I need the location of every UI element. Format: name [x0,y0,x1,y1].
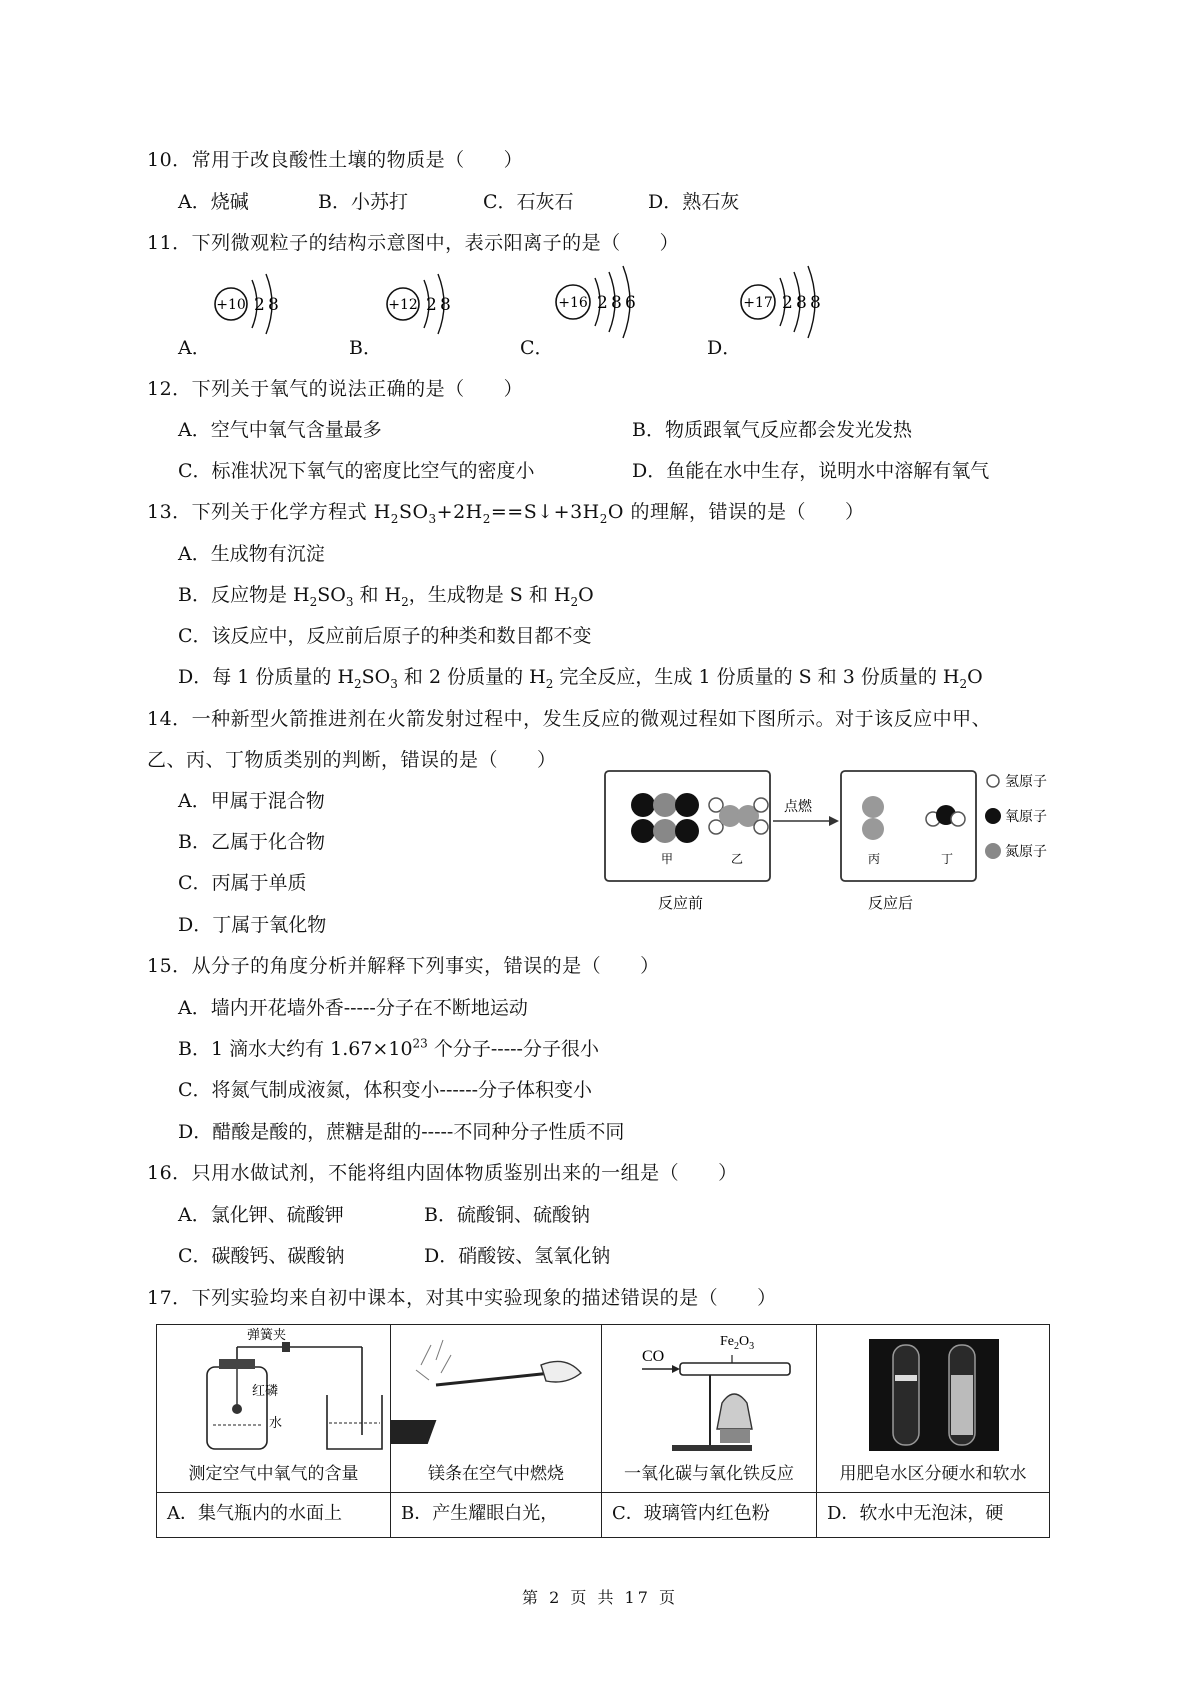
q17-stem: 17．下列实验均来自初中课本，对其中实验现象的描述错误的是（ ） [147,1287,777,1309]
exp-4-caption: 用肥皂水区分硬水和软水 [839,1464,1027,1484]
q17-option-a: A．集气瓶内的水面上 [157,1493,391,1538]
svg-text:6: 6 [625,293,636,313]
atom-diagram-d [738,264,838,340]
svg-text:2: 2 [782,293,793,313]
q13-option-d: D．每 1 份质量的 $H_2SO_3$ 和 2 份质量的 $H_2$ 完全反应，生成 1 份质量的 S 和 3 份质量的 $H_2O$ [178,666,983,691]
atom-diagram-a [212,268,292,340]
q15-option-d: D．醋酸是酸的，蔗糖是甜的-----不同种分子性质不同 [178,1121,625,1143]
bing-label: 丙 [868,852,881,866]
q16-option-a: A．氯化钾、硫酸钾 [178,1204,344,1226]
q10-option-b: B．小苏打 [318,191,408,213]
svg-text:2: 2 [254,295,265,315]
magnesium-burning-icon [391,1325,601,1455]
q12-option-a: A．空气中氧气含量最多 [178,419,382,441]
q11-option-c-label: C． [520,337,554,359]
q13-stem: 13．下列关于化学方程式 $H_2SO_3+2H_2==S↓+3H_2O$ 的理解，错误的是（ ） [147,501,865,526]
exp-cell-2 [391,1325,602,1493]
svg-text:8: 8 [268,295,279,315]
q17-option-c: C．玻璃管内红色粉 [602,1493,817,1538]
reaction-condition: 点燃 [784,798,812,814]
svg-text:CO: CO [642,1348,665,1365]
ding-molecule [926,805,965,826]
q13-option-b: B．反应物是 $H_2SO_3$ 和 $H_2$，生成物是 S 和 $H_2O$ [178,584,594,609]
exp-3-caption: 一氧化碳与氧化铁反应 [624,1464,794,1484]
atom-d-nucleus: +17 [743,295,773,311]
jia-label: 甲 [661,852,674,866]
q16-option-b: B．硫酸铜、硫酸钠 [424,1204,590,1226]
svg-text:2: 2 [426,295,437,315]
atom-diagram-c [553,264,653,340]
soap-water-test-tubes-icon [817,1325,1049,1455]
experiment-table [156,1324,1050,1538]
q13-option-a: A．生成物有沉淀 [178,543,325,565]
page-footer: 第 2 页 共 17 页 [522,1588,678,1607]
q12-stem: 12．下列关于氧气的说法正确的是（ ） [147,378,524,400]
q17-option-d: D．软水中无泡沫，硬 [817,1493,1050,1538]
ding-label: 丁 [941,852,954,866]
yi-label: 乙 [731,852,744,866]
co-iron-oxide-apparatus-icon [602,1325,816,1455]
nitrogen-legend-icon [985,843,1001,859]
q16-option-c: C．碳酸钙、碳酸钠 [178,1245,345,1267]
svg-text:8: 8 [611,293,622,313]
jia-molecule [631,793,699,843]
svg-text:8: 8 [796,293,807,313]
q16-option-d: D．硝酸铵、氢氧化钠 [424,1245,611,1267]
q17-option-b: B．产生耀眼白光， [391,1493,602,1538]
svg-text:2: 2 [597,293,608,313]
q14-option-a: A．甲属于混合物 [178,790,325,812]
q12-option-b: B．物质跟氧气反应都会发光发热 [632,419,912,441]
atom-diagram-b [384,268,464,340]
atom-b-nucleus: +12 [388,297,418,313]
q14-option-d: D．丁属于氧化物 [178,914,327,936]
atom-a-nucleus: +10 [216,297,246,313]
exp-2-caption: 镁条在空气中燃烧 [428,1464,564,1484]
exp-cell-1 [157,1325,391,1493]
legend-oxygen: 氧原子 [1005,808,1047,824]
q12-option-c: C．标准状况下氧气的密度比空气的密度小 [178,460,535,482]
exp-1-caption: 测定空气中氧气的含量 [188,1464,359,1484]
q16-stem: 16．只用水做试剂，不能将组内固体物质鉴别出来的一组是（ ） [147,1162,738,1184]
q14-stem-line1: 14．一种新型火箭推进剂在火箭发射过程中，发生反应的微观过程如下图所示。对于该反应中甲、 [147,708,992,730]
q15-option-b: B．1 滴水大约有 $1.67\times 10^{23}$ 个分子-----分子很小 [178,1036,599,1060]
hydrogen-legend-icon [987,775,999,787]
oxygen-legend-icon [985,808,1001,824]
q10-option-a: A．烧碱 [178,191,249,213]
atom-c-nucleus: +16 [558,295,588,311]
q15-stem: 15．从分子的角度分析并解释下列事实，错误的是（ ） [147,955,660,977]
svg-text:8: 8 [810,293,821,313]
q11-option-a-label: A． [178,337,211,359]
q15-option-a: A．墙内开花墙外香-----分子在不断地运动 [178,997,528,1019]
q15-option-c: C．将氮气制成液氮，体积变小------分子体积变小 [178,1079,593,1101]
q14-stem-line2: 乙、丙、丁物质类别的判断，错误的是（ ） [147,749,557,771]
reaction-micro-diagram [603,763,1063,913]
q11-option-d-label: D． [707,337,742,359]
q14-option-b: B．乙属于化合物 [178,831,325,853]
q10-option-d: D．熟石灰 [648,191,740,213]
svg-text:水: 水 [269,1415,283,1430]
q11-stem: 11．下列微观粒子的结构示意图中，表示阳离子的是（ ） [147,232,680,254]
exp-cell-3 [602,1325,817,1493]
fe2o3-label: $Fe_2O_3$ [720,1334,755,1352]
svg-text:红磷: 红磷 [252,1383,279,1398]
bing-molecule [862,796,884,840]
q12-option-d: D．鱼能在水中生存，说明水中溶解有氧气 [632,460,990,482]
q13-option-c: C．该反应中，反应前后原子的种类和数目都不变 [178,625,592,647]
legend-hydrogen: 氢原子 [1005,773,1047,789]
yi-molecule [709,798,768,834]
exp-cell-4 [817,1325,1050,1493]
q14-option-c: C．丙属于单质 [178,872,307,894]
q11-option-b-label: B． [349,337,382,359]
before-label: 反应前 [658,895,704,912]
q10-stem: 10．常用于改良酸性土壤的物质是（ ） [147,149,524,171]
phosphorus-burning-apparatus-icon [157,1325,390,1455]
legend-nitrogen: 氮原子 [1005,843,1047,859]
after-label: 反应后 [868,895,914,912]
svg-text:弹簧夹: 弹簧夹 [247,1327,287,1342]
svg-text:8: 8 [440,295,451,315]
q10-option-c: C．石灰石 [483,191,574,213]
